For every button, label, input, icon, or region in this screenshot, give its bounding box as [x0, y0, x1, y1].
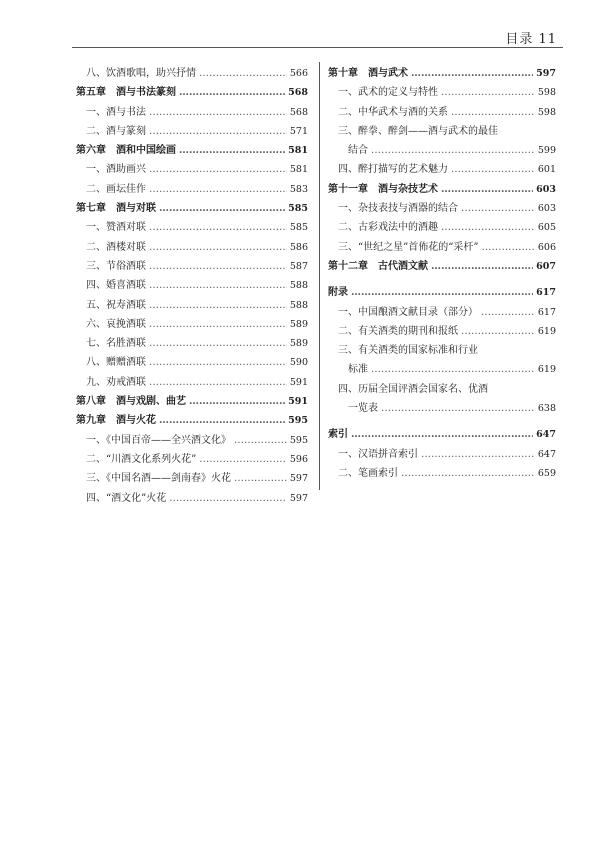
toc-entry-title: 一、杂技表技与酒器的结合	[338, 203, 458, 215]
toc-page-number: 603	[536, 183, 556, 195]
toc-page-number: 591	[288, 396, 308, 408]
toc-entry	[328, 341, 556, 360]
toc-entry	[76, 334, 308, 353]
dot-leader	[381, 403, 535, 414]
toc-page-number: 598	[537, 106, 556, 118]
toc-entry-title: 三、醉拳、醉剑——酒与武术的最佳	[338, 125, 498, 137]
toc-page-number: 601	[537, 164, 556, 176]
toc-page-number: 595	[289, 434, 308, 446]
toc-entry-title: 第十章 酒与武术	[328, 68, 408, 79]
toc-entry-title: 一、汉语拼音索引	[338, 448, 418, 460]
dot-leader	[149, 164, 287, 175]
toc-entry	[76, 180, 308, 199]
toc-entry-title: 四、“酒文化”火花	[86, 492, 167, 504]
toc-chapter-entry	[76, 411, 308, 430]
toc-page-number: 586	[289, 241, 308, 253]
dot-leader	[179, 145, 285, 156]
dot-leader	[149, 242, 287, 253]
toc-page-number: 588	[289, 280, 308, 292]
dot-leader	[351, 287, 533, 298]
toc-entry-title: 第七章 酒与对联	[76, 203, 156, 215]
dot-leader	[189, 396, 285, 407]
toc-entry	[76, 296, 308, 315]
toc-entry-title: 附录	[328, 287, 348, 299]
header-rule	[72, 47, 563, 48]
toc-entry-title: 二、古彩戏法中的酒趣	[338, 222, 438, 234]
toc-page-number: 588	[289, 299, 308, 311]
toc-entry	[328, 399, 556, 418]
toc-entry	[76, 489, 308, 508]
toc-entry	[76, 373, 308, 392]
toc-entry-title: 第五章 酒与书法篆刻	[76, 87, 176, 99]
toc-entry-title: 索引	[328, 429, 348, 441]
toc-entry	[328, 141, 556, 160]
toc-right-column	[328, 64, 556, 483]
toc-entry	[76, 431, 308, 450]
dot-leader	[199, 68, 287, 79]
toc-page-number: 585	[289, 222, 308, 234]
toc-chapter-entry	[76, 141, 308, 160]
toc-page-number: 566	[289, 68, 308, 79]
toc-page-number: 599	[537, 145, 556, 157]
toc-chapter-entry	[328, 180, 556, 199]
toc-entry-title: 三、节俗酒联	[86, 260, 146, 272]
toc-entry	[76, 103, 308, 122]
dot-leader	[149, 126, 287, 137]
toc-entry-title: 二、中华武术与酒的关系	[338, 106, 448, 118]
toc-page-number: 568	[288, 87, 308, 99]
dot-leader	[149, 319, 287, 330]
dot-leader	[371, 364, 535, 375]
toc-entry	[76, 315, 308, 334]
dot-leader	[179, 87, 285, 98]
toc-entry-title: 二、“川酒文化系列火花”	[86, 453, 197, 465]
toc-entry	[328, 322, 556, 341]
toc-page-number: 597	[289, 492, 308, 504]
toc-page-number: 619	[537, 364, 556, 376]
toc-entry-title: 结合	[348, 145, 368, 157]
toc-page-number: 585	[288, 203, 308, 215]
toc-entry	[328, 160, 556, 179]
toc-page-number: 589	[289, 318, 308, 330]
toc-entry	[328, 445, 556, 464]
toc-page-number: 595	[288, 415, 308, 427]
toc-chapter-entry	[76, 199, 308, 218]
dot-leader	[149, 338, 287, 349]
dot-leader	[371, 145, 535, 156]
toc-entry	[328, 464, 556, 483]
toc-chapter-entry	[328, 425, 556, 444]
toc-page-number: 596	[289, 453, 308, 465]
dot-leader	[149, 184, 287, 195]
toc-entry-title: 八、饮酒歌唱，助兴抒情	[86, 68, 196, 79]
dot-leader	[351, 429, 533, 440]
toc-entry-title: 四、醉打描写的艺术魅力	[338, 164, 448, 176]
toc-entry-title: 七、名胜酒联	[86, 338, 146, 350]
dot-leader	[421, 449, 535, 460]
toc-entry-title: 五、祝寿酒联	[86, 299, 146, 311]
dot-leader	[149, 357, 287, 368]
toc-page-number: 598	[537, 87, 556, 99]
toc-entry-title: 标准	[348, 364, 368, 376]
dot-leader	[481, 307, 535, 318]
toc-entry-title: 第十二章 古代酒文献	[328, 260, 428, 272]
toc-entry	[328, 380, 556, 399]
toc-entry	[76, 122, 308, 141]
dot-leader	[149, 377, 287, 388]
toc-entry-title: 六、哀挽酒联	[86, 318, 146, 330]
toc-entry-title: 四、历届全国评酒会国家名、优酒	[338, 383, 488, 395]
toc-chapter-entry	[328, 257, 556, 276]
dot-leader	[234, 473, 287, 484]
dot-leader	[451, 164, 535, 175]
toc-entry-title: 一、酒助画兴	[86, 164, 146, 176]
toc-entry	[328, 103, 556, 122]
toc-entry-title: 一、赞酒对联	[86, 222, 146, 234]
running-header: 目录 11	[505, 32, 557, 47]
toc-entry	[76, 450, 308, 469]
toc-entry	[328, 122, 556, 141]
toc-entry-title: 四、婚喜酒联	[86, 280, 146, 292]
toc-page-number: 587	[289, 260, 308, 272]
toc-entry	[328, 218, 556, 237]
toc-entry	[76, 238, 308, 257]
dot-leader	[159, 415, 285, 426]
toc-entry-title: 八、赠赠酒联	[86, 357, 146, 369]
toc-entry-title: 二、酒与篆刻	[86, 125, 146, 137]
toc-left-column	[76, 64, 308, 508]
toc-page-number: 589	[289, 338, 308, 350]
dot-leader	[451, 107, 535, 118]
toc-entry	[76, 218, 308, 237]
toc-entry	[328, 83, 556, 102]
toc-page-number: 659	[537, 467, 556, 479]
toc-entry-title: 三、有关酒类的国家标准和行业	[338, 345, 478, 357]
toc-entry	[76, 257, 308, 276]
dot-leader	[441, 222, 535, 233]
toc-entry	[76, 469, 308, 488]
toc-page-number: 597	[289, 473, 308, 485]
dot-leader	[461, 203, 535, 214]
toc-entry-title: 第九章 酒与火花	[76, 415, 156, 427]
toc-chapter-entry	[328, 283, 556, 302]
toc-page-number: 568	[289, 106, 308, 118]
toc-page-number: 605	[537, 222, 556, 234]
toc-page-number: 603	[537, 203, 556, 215]
toc-chapter-entry	[328, 64, 556, 83]
toc-page-number: 619	[537, 325, 556, 337]
toc-page-number: 571	[289, 125, 308, 137]
toc-page-number: 581	[289, 164, 308, 176]
toc-page-number: 583	[289, 183, 308, 195]
toc-page-number: 647	[536, 429, 556, 441]
toc-entry-title: 二、笔画索引	[338, 467, 398, 479]
column-divider	[319, 62, 320, 490]
toc-entry	[328, 238, 556, 257]
toc-entry-title: 二、酒楼对联	[86, 241, 146, 253]
toc-entry-title: 第六章 酒和中国绘画	[76, 145, 176, 157]
toc-entry	[76, 160, 308, 179]
toc-chapter-entry	[76, 83, 308, 102]
toc-page-number: 597	[536, 68, 556, 79]
toc-page-number: 617	[536, 287, 556, 299]
toc-entry-title: 一、武术的定义与特性	[338, 87, 438, 99]
dot-leader	[411, 68, 533, 79]
toc-page-number: 617	[537, 306, 556, 318]
toc-entry	[328, 360, 556, 379]
toc-page-number: 606	[537, 241, 556, 253]
dot-leader	[441, 87, 535, 98]
dot-leader	[401, 468, 535, 479]
dot-leader	[149, 261, 287, 272]
toc-entry-title: 一览表	[348, 403, 378, 415]
toc-entry-title: 二、画坛佳作	[86, 183, 146, 195]
dot-leader	[461, 326, 535, 337]
dot-leader	[234, 435, 287, 446]
toc-entry-title: 一、酒与书法	[86, 106, 146, 118]
toc-entry	[76, 64, 308, 83]
dot-leader	[199, 454, 287, 465]
toc-page-number: 638	[537, 403, 556, 415]
dot-leader	[149, 280, 287, 291]
dot-leader	[169, 493, 287, 504]
toc-entry	[328, 199, 556, 218]
toc-entry-title: 三、《中国名酒——剑南春》火花	[86, 473, 231, 485]
toc-entry-title: 三、“世纪之星”首佈花的“采杆”	[338, 241, 479, 253]
toc-entry-title: 一、中国酿酒文献目录（部分）	[338, 306, 478, 318]
toc-entry	[76, 353, 308, 372]
dot-leader	[149, 300, 287, 311]
dot-leader	[431, 261, 533, 272]
toc-page-number: 590	[289, 357, 308, 369]
dot-leader	[159, 203, 285, 214]
toc-page-number: 591	[289, 376, 308, 388]
toc-entry	[76, 276, 308, 295]
toc-entry-title: 一、《中国百帝——全兴酒文化》	[86, 434, 231, 446]
dot-leader	[441, 184, 533, 195]
dot-leader	[149, 107, 287, 118]
toc-entry	[328, 303, 556, 322]
toc-entry-title: 第十一章 酒与杂技艺术	[328, 183, 438, 195]
toc-chapter-entry	[76, 392, 308, 411]
toc-entry-title: 九、劝戒酒联	[86, 376, 146, 388]
toc-entry-title: 二、有关酒类的期刊和报纸	[338, 325, 458, 337]
toc-page-number: 581	[288, 145, 308, 157]
toc-page-number: 607	[536, 260, 556, 272]
dot-leader	[149, 222, 287, 233]
toc-entry-title: 第八章 酒与戏剧、曲艺	[76, 396, 186, 408]
toc-page-number: 647	[537, 448, 556, 460]
dot-leader	[481, 242, 534, 253]
